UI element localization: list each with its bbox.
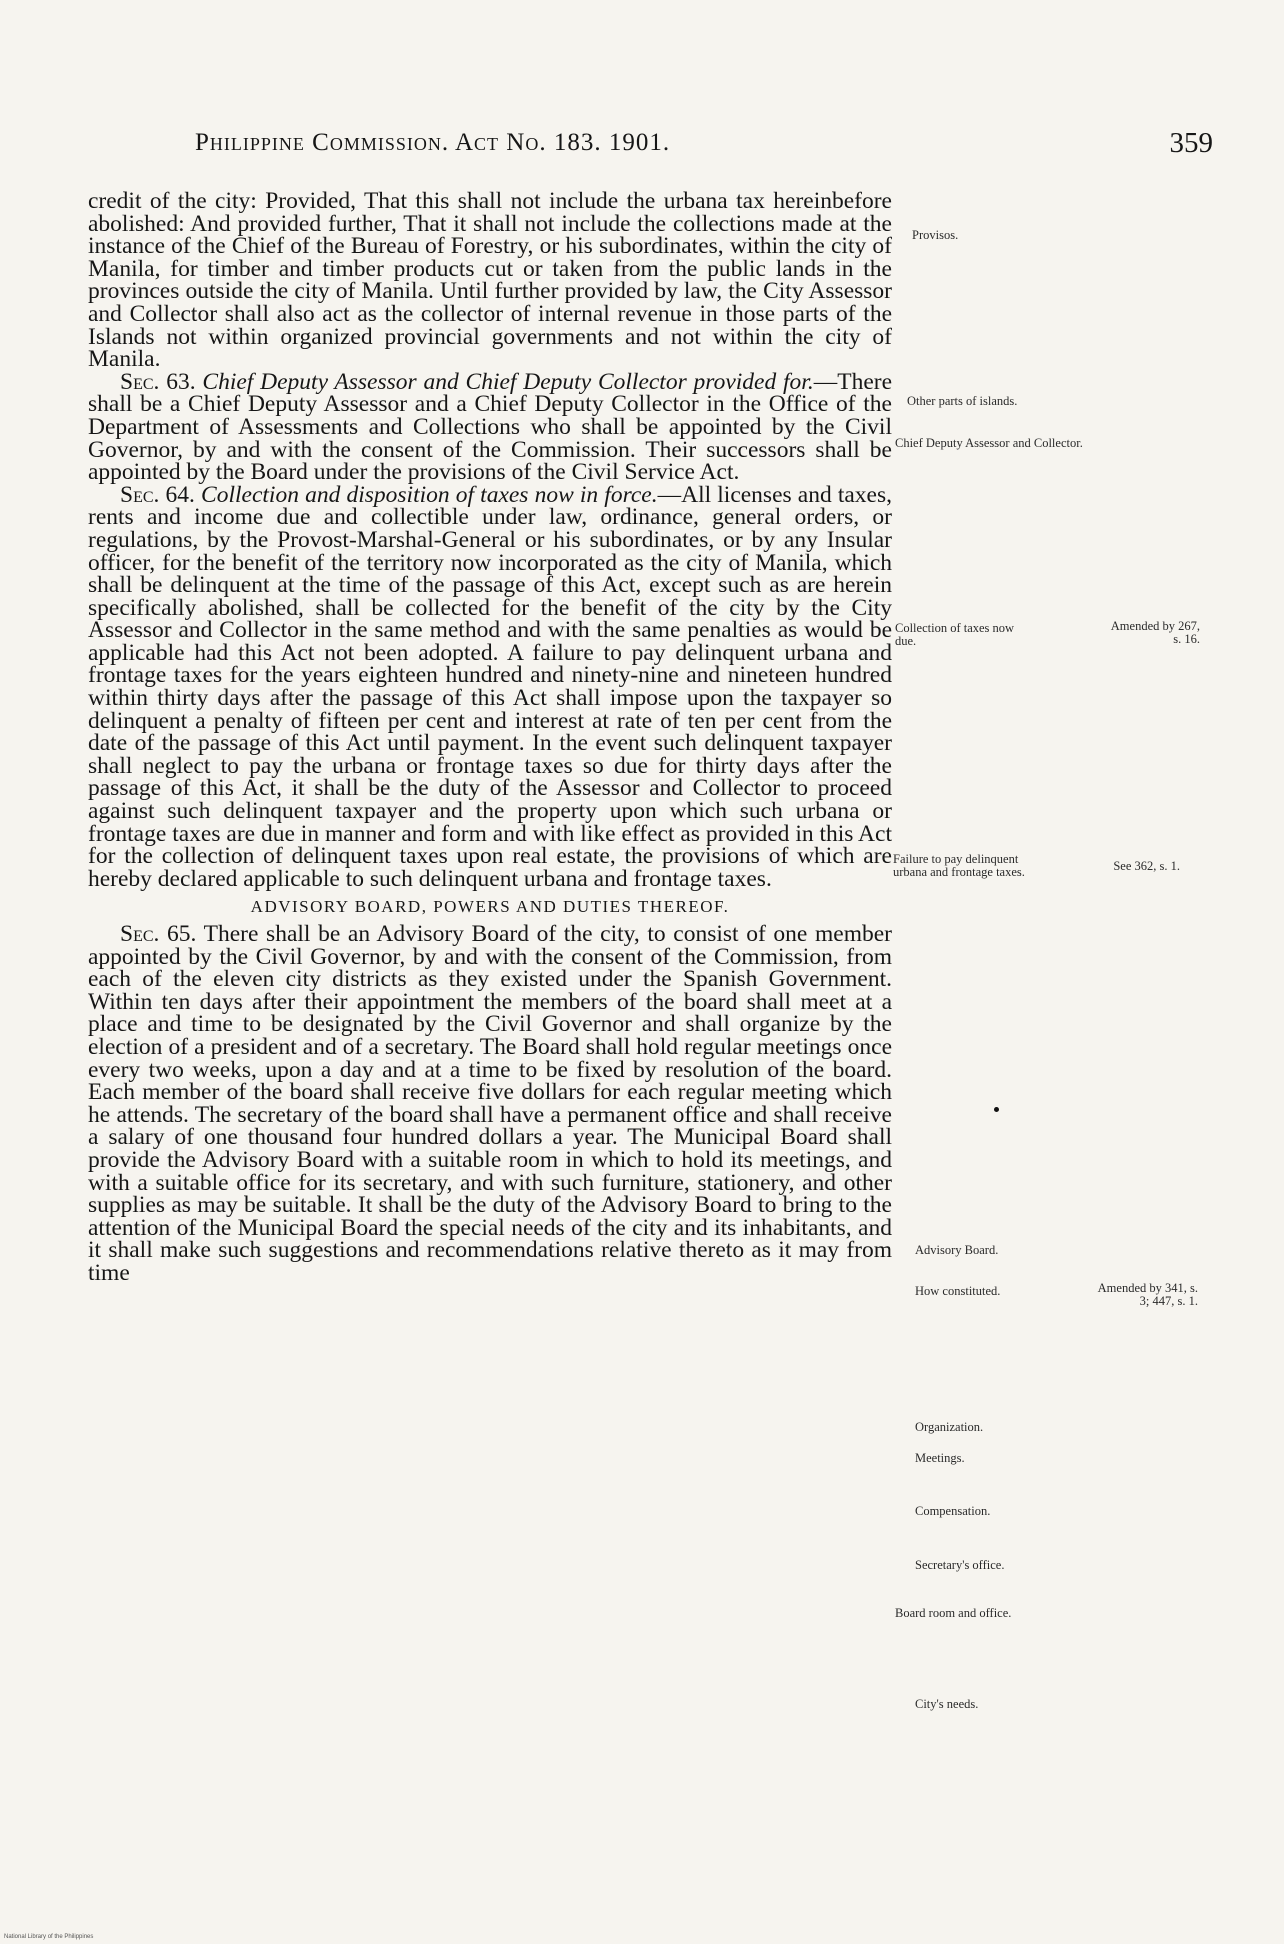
footer-credit: National Library of the Philippines xyxy=(4,1934,94,1940)
body-text xyxy=(88,190,892,1285)
sidenote-failure: Failure to pay delinquent urbana and frontage taxes. xyxy=(893,852,1025,879)
ink-speck xyxy=(994,1107,999,1112)
amendment-sec65: Amended by 341, s. 3; 447, s. 1. xyxy=(1097,1281,1198,1308)
section-65-label: Sec. 65. xyxy=(120,921,197,947)
section-63-text: —There shall be a Chief Deputy Assessor and a Chief Deputy Collector in the Office of the Department of Assessments and Collections who shall be appointed by the Civil Governor, by and with the consent of the Commission. Their successors shall be appointed by the Board under the provisions of the Civil Service Act. xyxy=(88,368,893,486)
sidenote-chief-deputy: Chief Deputy Assessor and Collector. xyxy=(895,436,1083,450)
section-64-text: —All licenses and taxes, rents and income due and collectible under law, ordinance, general orders, or regulations, by the Provost-Marshal-General or his subordinates, or by any Insular officer, for the benefit of the territory now incorporated as the city of Manila, which shall be delinquent at the time of the passage of this Act, except such as are herein specifically abolished, shall be collected for the benefit of the city by the City Assessor and Collector in the same method and with the same penalties as would be applicable had this Act not been adopted. A failure to pay delinquent urbana and frontage taxes for the years eighteen hundred and ninety-nine and nineteen hundred within thirty days after the passage of this Act shall impose upon the taxpayer so delinquent a penalty of fifteen per cent and interest at rate of ten per cent from the date of the passage of this Act until payment. In the event such delinquent taxpayer shall neglect to pay the urbana or frontage taxes so due for thirty days after the passage of this Act, it shall be the duty of the Assessor and Collector to proceed against such delinquent taxpayer and the property upon which such urbana or frontage taxes are due in manner and form and with like effect as provided in this Act for the collection of delinquent taxes upon real estate, the provisions of which are hereby declared applicable to such delinquent urbana and frontage taxes. xyxy=(88,481,893,892)
section-64-title: Collection and disposition of taxes now in force. xyxy=(201,481,658,508)
sidenote-other-parts: Other parts of islands. xyxy=(907,394,1018,408)
section-63-title: Chief Deputy Assessor and Chief Deputy Collector provided for. xyxy=(202,368,814,395)
sidenote-board-room: Board room and office. xyxy=(895,1606,1012,1620)
section-63 xyxy=(88,368,893,486)
page-number: 359 xyxy=(1169,127,1213,159)
paragraph-continued: credit of the city: Provided, That this shall not include the urbana tax hereinbefore abolished: And provided further, That it shall not include the collections made at the instance of the Chief of the Bureau of Forestry, or his subordinates, within the city of Manila, for timber and timber products cut or taken from the public lands in the provinces outside the city of Manila. Until further provided by law, the City Assessor and Collector shall also act as the collector of internal revenue in those parts of the Islands not within organized provincial governments and not within the city of Manila. xyxy=(88,188,892,373)
sidenote-advisory-board: Advisory Board. xyxy=(915,1243,999,1257)
section-65-text: There shall be an Advisory Board of the city, to consist of one member appointed by the Civil Governor, by and with the consent of the Commission, from each of the eleven city districts as they existed under the Spanish Government. Within ten days after their appointment the members of the board shall meet at a place and time to be designated by the Civil Governor and shall organize by the election of a president and of a secretary. The Board shall hold regular meetings once every two weeks, upon a day and at a time to be fixed by resolution of the board. Each member of the board shall receive five dollars for each regular meeting which he attends. The secretary of the board shall have a permanent office and shall receive a salary of one thousand four hundred dollars a year. The Municipal Board shall provide the Advisory Board with a suitable room in which to hold its meetings, and with a suitable office for its secretary, and with such furniture, stationery, and other supplies as may be suitable. It shall be the duty of the Advisory Board to bring to the attention of the Municipal Board the special needs of the city and its inhabitants, and it shall make such suggestions and recommendations relative thereto as it may from time xyxy=(88,921,892,1286)
running-header xyxy=(195,127,1213,165)
sidenote-collection: Collection of taxes now due. xyxy=(895,621,1015,648)
section-65 xyxy=(88,923,892,1285)
sidenote-meetings: Meetings. xyxy=(915,1451,965,1465)
sidenote-organization: Organization. xyxy=(915,1420,984,1434)
amendment-failure: See 362, s. 1. xyxy=(1113,859,1180,873)
sidenote-how-constituted: How constituted. xyxy=(915,1284,1001,1298)
section-64-label: Sec. 64. xyxy=(120,481,195,508)
sidenote-compensation: Compensation. xyxy=(915,1504,991,1518)
sidenote-citys-needs: City's needs. xyxy=(915,1697,979,1711)
sidenote-secretary-office: Secretary's office. xyxy=(915,1558,1005,1572)
subheading: ADVISORY BOARD, POWERS AND DUTIES THEREOF. xyxy=(250,897,730,917)
section-64 xyxy=(88,481,893,892)
section-63-label: Sec. 63. xyxy=(120,368,196,395)
sidenote-provisos: Provisos. xyxy=(912,228,959,242)
amendment-sec64: Amended by 267, s. 16. xyxy=(1110,619,1200,646)
header-title: Philippine Commission. Act No. 183. 1901. xyxy=(195,129,671,156)
